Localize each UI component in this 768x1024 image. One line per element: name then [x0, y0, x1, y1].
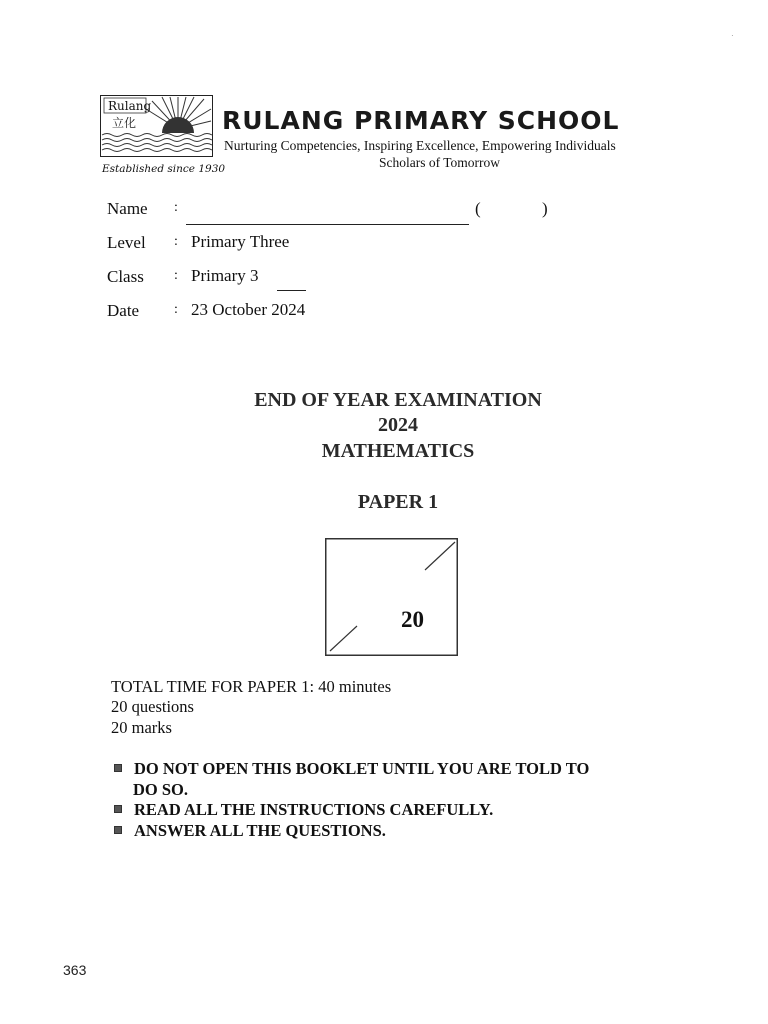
logo-chinese-text: 立化 — [112, 116, 137, 130]
school-motto-line1: Nurturing Competencies, Inspiring Excellence, Empowering Individuals — [224, 138, 616, 153]
class-label: Class — [107, 267, 144, 286]
date-value: 23 October 2024 — [191, 300, 306, 319]
established-text: Established since 1930 — [102, 163, 226, 175]
level-value: Primary Three — [191, 232, 290, 251]
paper-title: PAPER 1 — [357, 491, 439, 513]
register-number-open-paren: ( — [475, 199, 481, 218]
page-number: 363 — [63, 962, 87, 978]
exam-title: END OF YEAR EXAMINATION — [254, 389, 542, 411]
exam-subject: MATHEMATICS — [321, 440, 475, 462]
class-value: Primary 3 — [191, 266, 259, 285]
name-colon: : — [174, 200, 178, 215]
name-answer-line[interactable] — [186, 224, 469, 225]
instruction-text: ANSWER ALL THE QUESTIONS. — [134, 821, 386, 840]
bullet-icon — [114, 805, 122, 813]
instruction-text: DO NOT OPEN THIS BOOKLET UNTIL YOU ARE TOLD TO — [134, 759, 590, 778]
date-label: Date — [107, 301, 140, 320]
question-count-text: 20 questions — [111, 697, 194, 716]
date-colon: : — [174, 302, 178, 317]
class-colon: : — [174, 268, 178, 283]
class-answer-line[interactable] — [277, 290, 306, 291]
bullet-icon — [114, 826, 122, 834]
instruction-item — [114, 800, 493, 820]
bullet-icon — [114, 764, 122, 772]
marks-count-text: 20 marks — [111, 718, 172, 737]
school-name: RULANG PRIMARY SCHOOL — [222, 106, 620, 135]
logo-text: Rulang — [108, 99, 152, 113]
instruction-item — [114, 759, 589, 779]
exam-year: 2024 — [378, 414, 418, 436]
total-time-text: TOTAL TIME FOR PAPER 1: 40 minutes — [111, 677, 392, 696]
level-colon: : — [174, 234, 178, 249]
school-motto-line2: Scholars of Tomorrow — [379, 155, 501, 170]
score-box[interactable] — [325, 538, 458, 656]
instruction-continuation: DO SO. — [133, 780, 189, 799]
name-label: Name — [107, 199, 148, 218]
corner-mark: · — [731, 31, 734, 40]
register-number-close-paren: ) — [542, 199, 548, 218]
instruction-text: READ ALL THE INSTRUCTIONS CAREFULLY. — [134, 800, 494, 819]
level-label: Level — [107, 233, 146, 252]
total-marks-value: 20 — [401, 607, 424, 632]
instruction-item — [114, 821, 386, 841]
school-logo — [100, 95, 213, 157]
